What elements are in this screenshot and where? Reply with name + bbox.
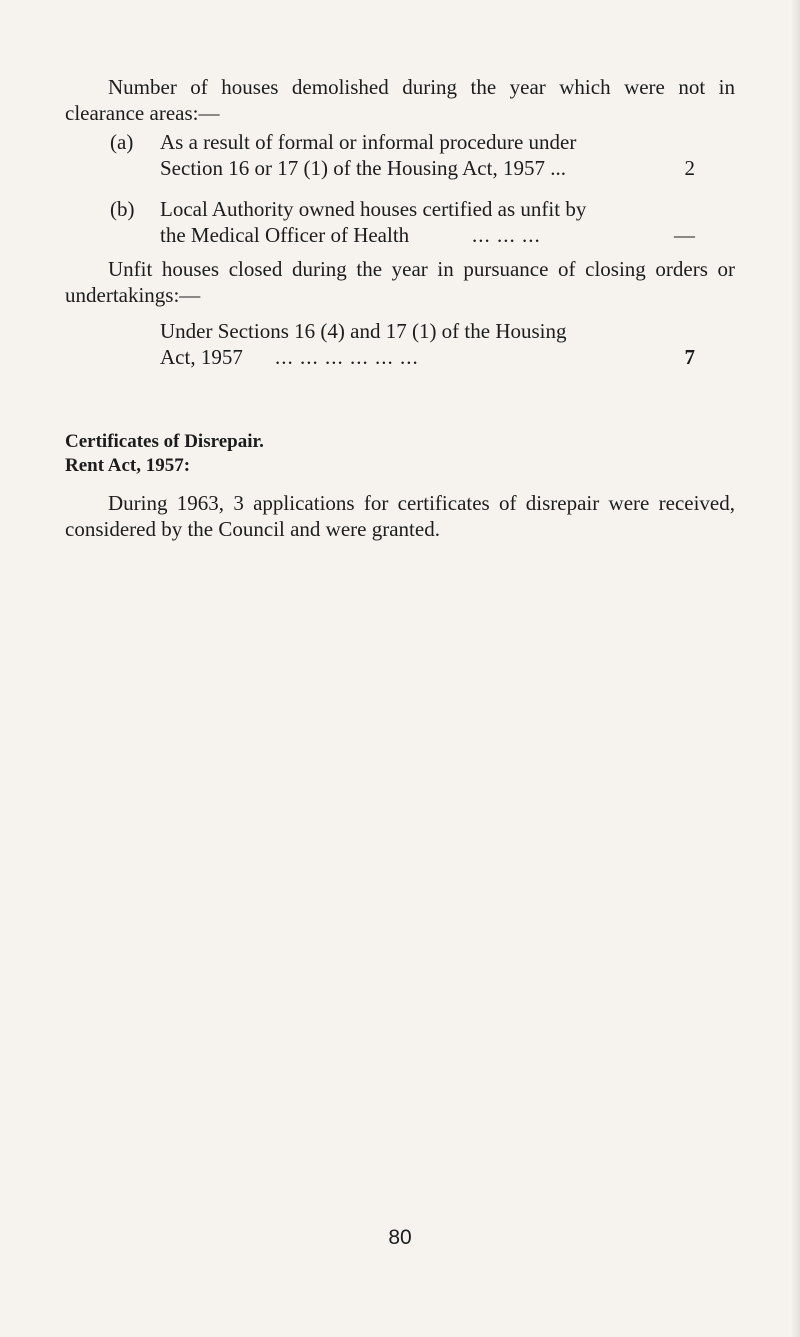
- item-a-line1: As a result of formal or informal procedure under: [160, 130, 577, 154]
- closed-intro: [65, 256, 735, 308]
- item-b-line1: Local Authority owned houses certified as unfit by: [160, 197, 587, 221]
- demolished-intro: [65, 74, 735, 126]
- closed-line1: Under Sections 16 (4) and 17 (1) of the Housing: [160, 319, 567, 343]
- certificates-body-text: During 1963, 3 applications for certificates of disrepair were received, considered by the Council and were granted.: [65, 491, 735, 541]
- demolished-intro-text: Number of houses demolished during the year which were not in clearance areas:—: [65, 75, 735, 125]
- item-b-value: —: [674, 223, 695, 247]
- closed-dots: ... ... ... ... ... ...: [275, 345, 419, 369]
- item-a-value: 2: [684, 156, 695, 180]
- item-b-line2: the Medical Officer of Health: [160, 223, 410, 247]
- page-number: 80: [388, 1226, 412, 1249]
- list-item-b: [110, 196, 695, 248]
- closed-line2: Act, 1957: [160, 345, 243, 369]
- item-b-dots: ... ... ...: [472, 223, 541, 247]
- list-item-a: [110, 129, 695, 181]
- certificates-body: [65, 490, 735, 542]
- item-b-marker: (b): [110, 197, 135, 221]
- closed-item: [160, 318, 695, 370]
- page-edge-shadow: [790, 0, 800, 1337]
- item-a-marker: (a): [110, 130, 134, 154]
- rent-act-heading: Rent Act, 1957:: [65, 455, 191, 476]
- item-a-text: [160, 129, 695, 181]
- closed-value: 7: [684, 345, 695, 369]
- closed-intro-text: Unfit houses closed during the year in pursuance of closing orders or undertakings:—: [65, 257, 735, 307]
- item-a-line2: Section 16 or 17 (1) of the Housing Act, 1957 ...: [160, 156, 566, 180]
- certificates-heading: Certificates of Disrepair.: [65, 431, 264, 452]
- item-b-text: [160, 196, 695, 248]
